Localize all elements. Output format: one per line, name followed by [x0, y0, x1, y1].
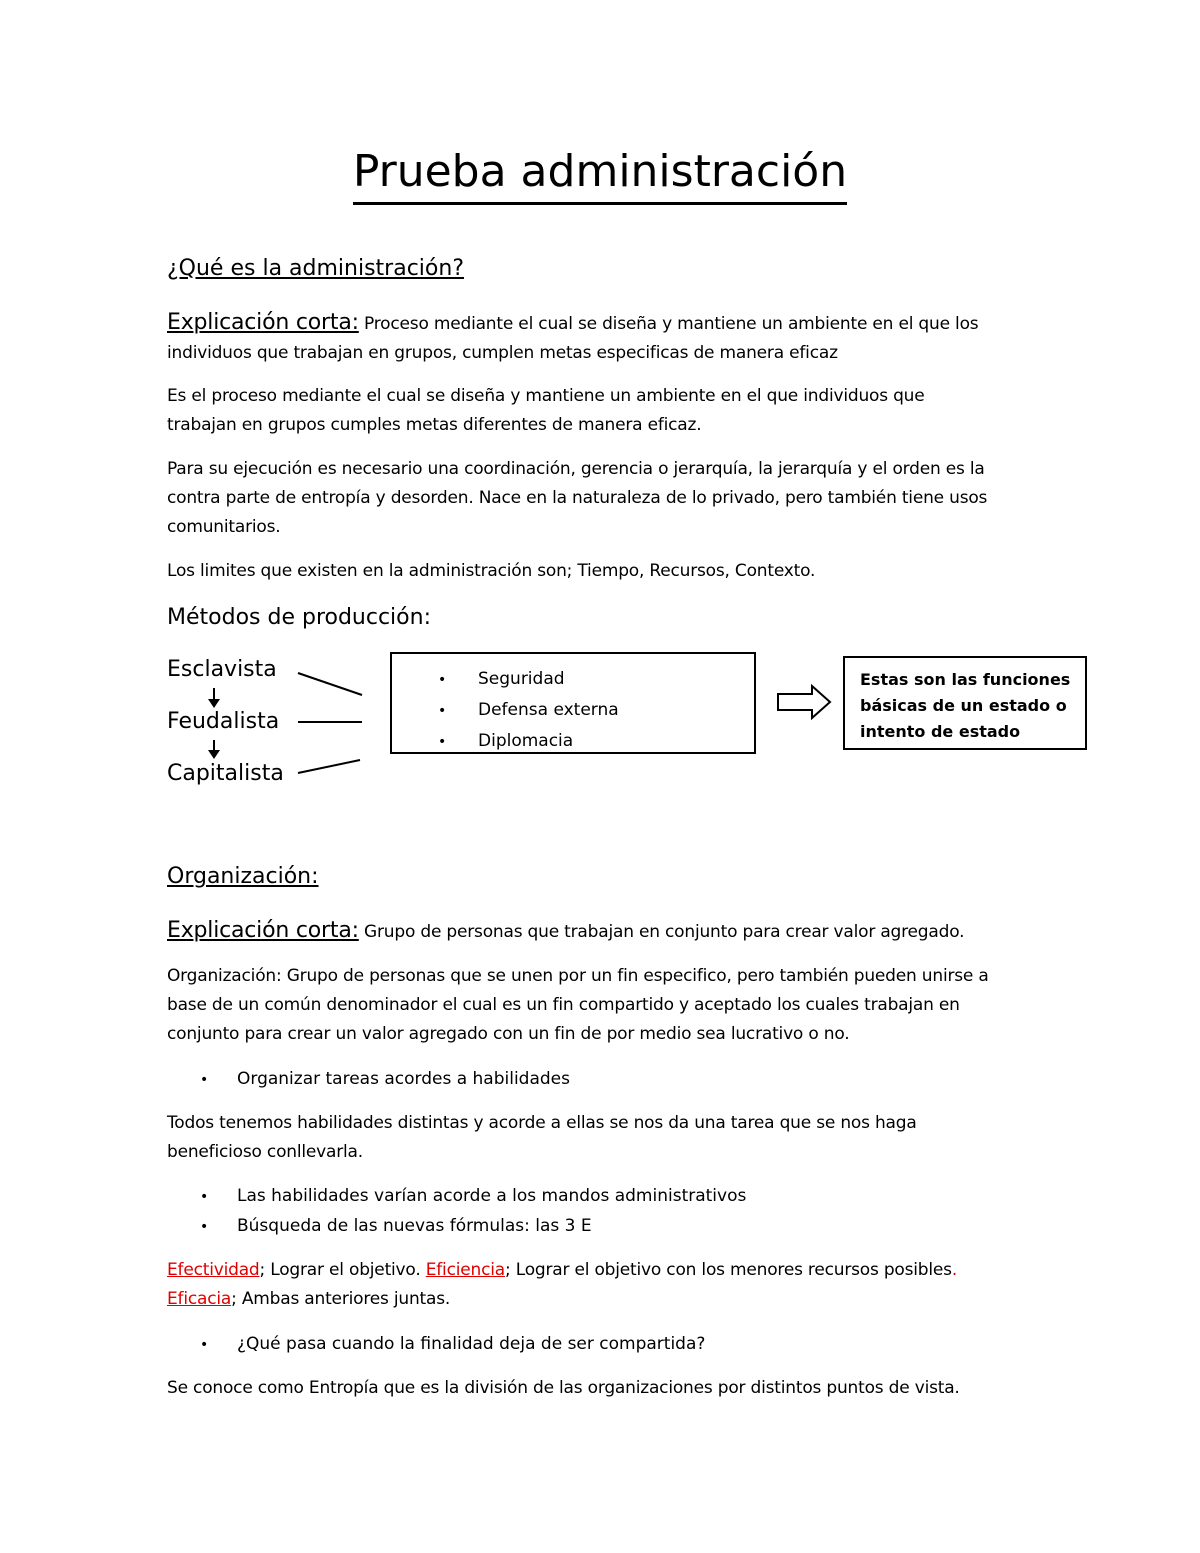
list-item: • Las habilidades varían acorde a los mandos administrativos	[200, 1186, 747, 1206]
connector-line	[298, 760, 360, 773]
list-item: • Búsqueda de las nuevas fórmulas: las 3 E	[200, 1216, 592, 1236]
organization-heading: Organización:	[167, 864, 319, 889]
functions-box	[390, 652, 756, 754]
list-item: • ¿Qué pasa cuando la finalidad deja de ser compartida?	[200, 1334, 706, 1354]
method-capitalista: Capitalista	[167, 761, 284, 786]
term-eficacia: Eficacia	[167, 1289, 232, 1309]
paragraph-three-e: Efectividad; Lograr el objetivo. Eficiencia; Lograr el objetivo con los menores recursos posibles. Eficacia; Ambas anteriores juntas.	[167, 1260, 958, 1309]
paragraph-entropy: Se conoce como Entropía que es la división de las organizaciones por distintos puntos de vista.	[167, 1378, 960, 1398]
paragraph-skills: Todos tenemos habilidades distintas y acorde a ellas se nos da una tarea que se nos haga beneficioso conllevarla.	[167, 1113, 917, 1162]
short-explanation-1: Explicación corta: Proceso mediante el cual se diseña y mantiene un ambiente en el que los individuos que trabajan en grupos, cumplen metas especificas de manera eficaz	[167, 310, 979, 363]
paragraph-process: Es el proceso mediante el cual se diseña y mantiene un ambiente en el que individuos que trabajan en grupos cumples metas diferentes de manera eficaz.	[167, 386, 925, 435]
term-eficiencia: Eficiencia	[425, 1260, 505, 1280]
short-explanation-2: Explicación corta: Grupo de personas que trabajan en conjunto para crear valor agregado.	[167, 918, 965, 943]
arrow-down-icon	[208, 740, 220, 759]
methods-heading: Métodos de producción:	[167, 605, 431, 630]
arrow-down-icon	[208, 688, 220, 708]
list-item: • Organizar tareas acordes a habilidades	[200, 1069, 571, 1089]
paragraph-execution: Para su ejecución es necesario una coordinación, gerencia o jerarquía, la jerarquía y el orden es la contra parte de entropía y desorden. Nace en la naturaleza de lo privado, pero también tiene usos comunitarios.	[167, 459, 988, 537]
connector-line	[298, 673, 362, 695]
list-item: • Defensa externa	[438, 700, 619, 720]
page-title: Prueba administración	[0, 142, 1200, 205]
question-heading: ¿Qué es la administración?	[167, 256, 464, 281]
method-esclavista: Esclavista	[167, 657, 277, 682]
method-feudalista: Feudalista	[167, 709, 280, 734]
arrow-right-icon	[778, 686, 830, 718]
paragraph-limits: Los limites que existen en la administración son; Tiempo, Recursos, Contexto.	[167, 561, 816, 581]
result-box: Estas son las funciones básicas de un estado o intento de estado	[843, 656, 1087, 750]
term-efectividad: Efectividad	[167, 1260, 260, 1280]
list-item: • Seguridad	[438, 669, 565, 689]
list-item: • Diplomacia	[438, 731, 574, 751]
paragraph-organization: Organización: Grupo de personas que se unen por un fin especifico, pero también pueden unirse a base de un común denominador el cual es un fin compartido y aceptado los cuales trabajan en conjunto para crear un valor agregado con un fin de por medio sea lucrativo o no.	[167, 966, 989, 1044]
short-explanation-label: Explicación corta:	[167, 918, 359, 943]
short-explanation-label: Explicación corta:	[167, 310, 359, 335]
